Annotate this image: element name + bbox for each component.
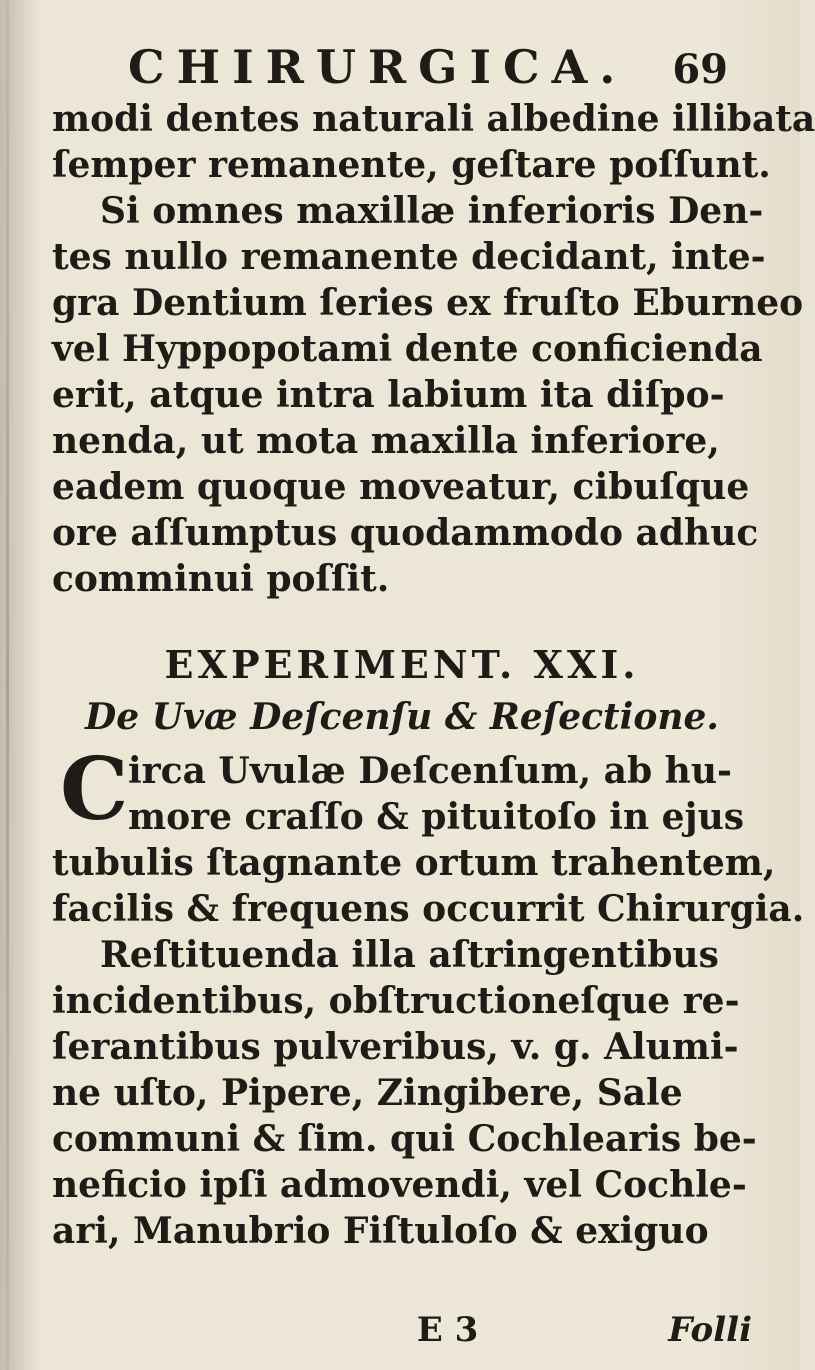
experiment-subheading: De Uvæ Deſcenſu & Reſectione. xyxy=(85,696,719,738)
page-footer xyxy=(52,1310,752,1350)
text-line: tubulis ſtagnante ortum trahentem, xyxy=(52,842,776,884)
text-line: eadem quoque moveatur, cibuſque xyxy=(52,466,750,508)
signature-mark: E 3 xyxy=(416,1310,479,1350)
page-text xyxy=(52,96,815,1254)
running-head xyxy=(128,40,728,94)
text-line: communi & ſim. qui Cochlearis be- xyxy=(52,1118,757,1160)
text-line: gra Dentium ſeries ex fruſto Eburneo xyxy=(52,282,804,324)
text-line: comminui poſſit. xyxy=(52,558,390,600)
text-line: Reſtituenda illa aſtringentibus xyxy=(100,934,719,976)
text-line: facilis & frequens occurrit Chirurgia. xyxy=(52,888,805,930)
running-title: CHIRURGICA. xyxy=(128,40,628,94)
text-line: ari, Manubrio Fiſtuloſo & exiguo xyxy=(52,1210,709,1252)
text-line-content: irca Uvulæ Deſcenſum, ab hu- xyxy=(128,750,732,792)
text-line: ne uſto, Pipere, Zingibere, Sale xyxy=(52,1072,683,1114)
text-line: incidentibus, obſtructioneſque re- xyxy=(52,980,740,1022)
page-number: 69 xyxy=(672,46,728,93)
text-line: neficio ipſi admovendi, vel Cochle- xyxy=(52,1164,747,1206)
text-line: ſerantibus pulveribus, v. g. Alumi- xyxy=(52,1026,739,1068)
text-line: Si omnes maxillæ inferioris Den- xyxy=(100,190,764,232)
text-line: more craſſo & pituitoſo in ejus xyxy=(128,796,745,838)
text-line: modi dentes naturali albedine illibata xyxy=(52,98,815,140)
catchword: Folli xyxy=(668,1310,752,1350)
text-line: ore aſſumptus quodammodo adhuc xyxy=(52,512,759,554)
drop-cap: C xyxy=(60,739,129,840)
experiment-heading: EXPERIMENT. XXI. xyxy=(164,642,640,687)
text-line: nenda, ut mota maxilla inferiore, xyxy=(52,420,720,462)
text-line: erit, atque intra labium ita diſpo- xyxy=(52,374,725,416)
text-line: ſemper remanente, geſtare poſſunt. xyxy=(52,144,771,186)
text-line: tes nullo remanente decidant, inte- xyxy=(52,236,766,278)
text-line: vel Hyppopotami dente conficienda xyxy=(52,328,763,370)
gutter-line xyxy=(6,0,9,1370)
